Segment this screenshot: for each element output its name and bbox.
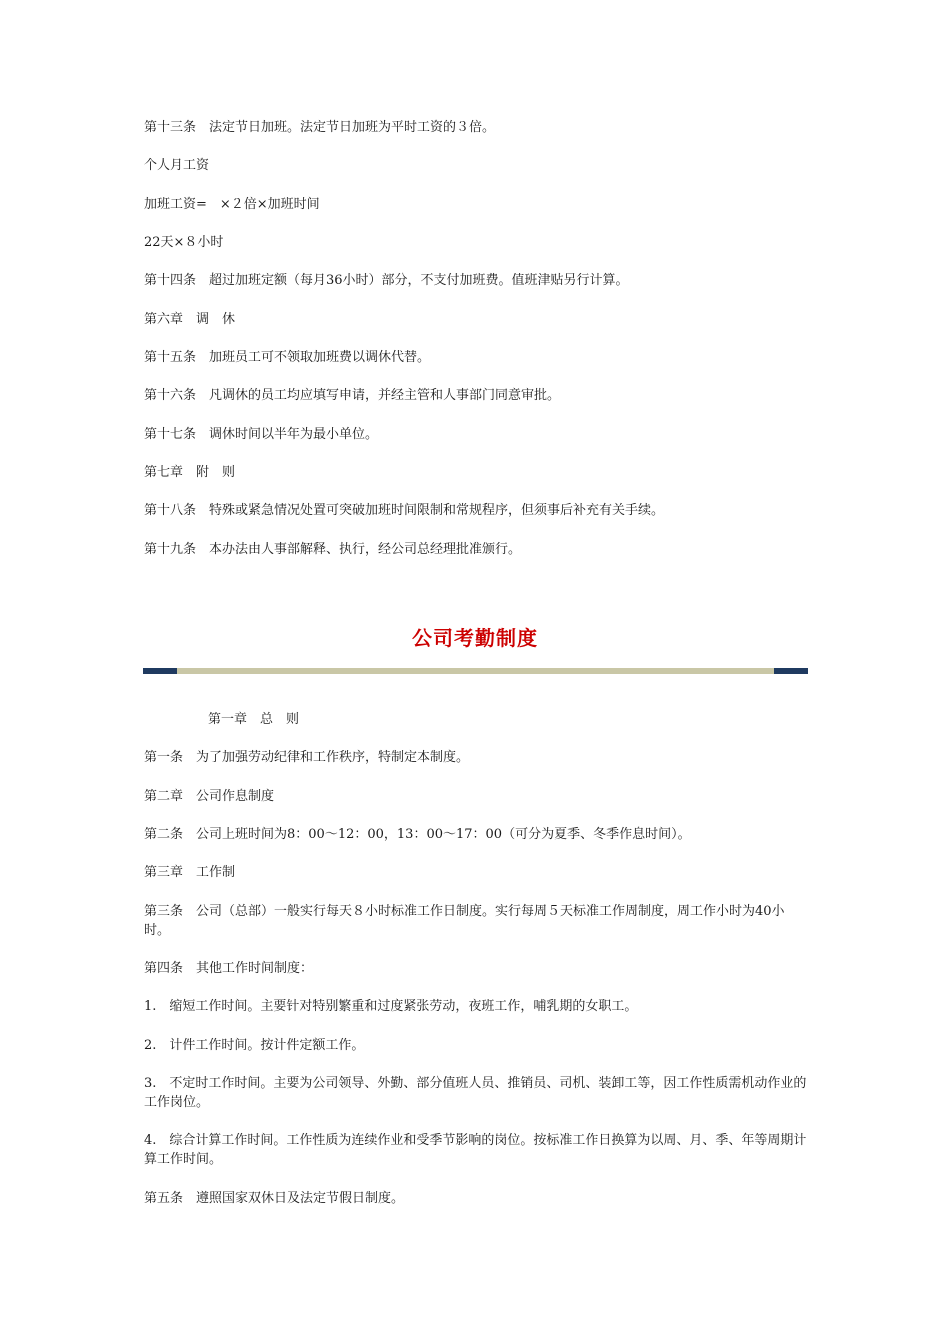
article-18: 第十八条 特殊或紧急情况处置可突破加班时间限制和常规程序，但须事后补充有关手续。 <box>144 503 665 518</box>
list-item-4: 4. 综合计算工作时间。工作性质为连续作业和受季节影响的岗位。按标准工作日换算为以周、月、季、年等周期计算工作时间。 <box>144 1133 807 1167</box>
article-19: 第十九条 本办法由人事部解释、执行，经公司总经理批准颁行。 <box>144 542 522 557</box>
section-title: 公司考勤制度 <box>412 626 538 650</box>
list-item-2: 2. 计件工作时间。按计件定额工作。 <box>144 1038 365 1053</box>
article-16: 第十六条 凡调休的员工均应填写申请，并经主管和人事部门同意审批。 <box>144 388 561 403</box>
article-17: 第十七条 调休时间以半年为最小单位。 <box>144 427 379 442</box>
article-3: 第三条 公司（总部）一般实行每天８小时标准工作日制度。实行每周５天标准工作周制度，周工作小时为40小时。 <box>144 904 785 938</box>
chapter-1-heading: 第一章 总 则 <box>208 712 300 727</box>
formula-denominator: 22天×８小时 <box>144 235 224 250</box>
article-14: 第十四条 超过加班定额（每月36小时）部分，不支付加班费。值班津贴另行计算。 <box>144 273 629 288</box>
title-divider <box>143 668 808 674</box>
formula-overtime-pay: 加班工资= ×２倍×加班时间 <box>144 197 320 212</box>
formula-numerator: 个人月工资 <box>144 158 210 173</box>
article-4: 第四条 其他工作时间制度： <box>144 961 314 976</box>
chapter-3-heading: 第三章 工作制 <box>144 865 236 880</box>
chapter-2-heading: 第二章 公司作息制度 <box>144 789 275 804</box>
article-5: 第五条 遵照国家双休日及法定节假日制度。 <box>144 1191 405 1206</box>
article-15: 第十五条 加班员工可不领取加班费以调休代替。 <box>144 350 431 365</box>
chapter-6-heading: 第六章 调 休 <box>144 312 236 327</box>
article-13: 第十三条 法定节日加班。法定节日加班为平时工资的３倍。 <box>144 120 496 135</box>
divider-cap-left <box>143 668 177 674</box>
article-1: 第一条 为了加强劳动纪律和工作秩序，特制定本制度。 <box>144 750 470 765</box>
list-item-1: 1. 缩短工作时间。主要针对特别繁重和过度紧张劳动，夜班工作，哺乳期的女职工。 <box>144 999 638 1014</box>
article-2: 第二条 公司上班时间为8：00～12：00，13：00～17：00（可分为夏季、冬季作息时间）。 <box>144 827 691 842</box>
list-item-3: 3. 不定时工作时间。主要为公司领导、外勤、部分值班人员、推销员、司机、装卸工等，因工作性质需机动作业的工作岗位。 <box>144 1076 807 1110</box>
chapter-7-heading: 第七章 附 则 <box>144 465 236 480</box>
divider-cap-right <box>774 668 808 674</box>
